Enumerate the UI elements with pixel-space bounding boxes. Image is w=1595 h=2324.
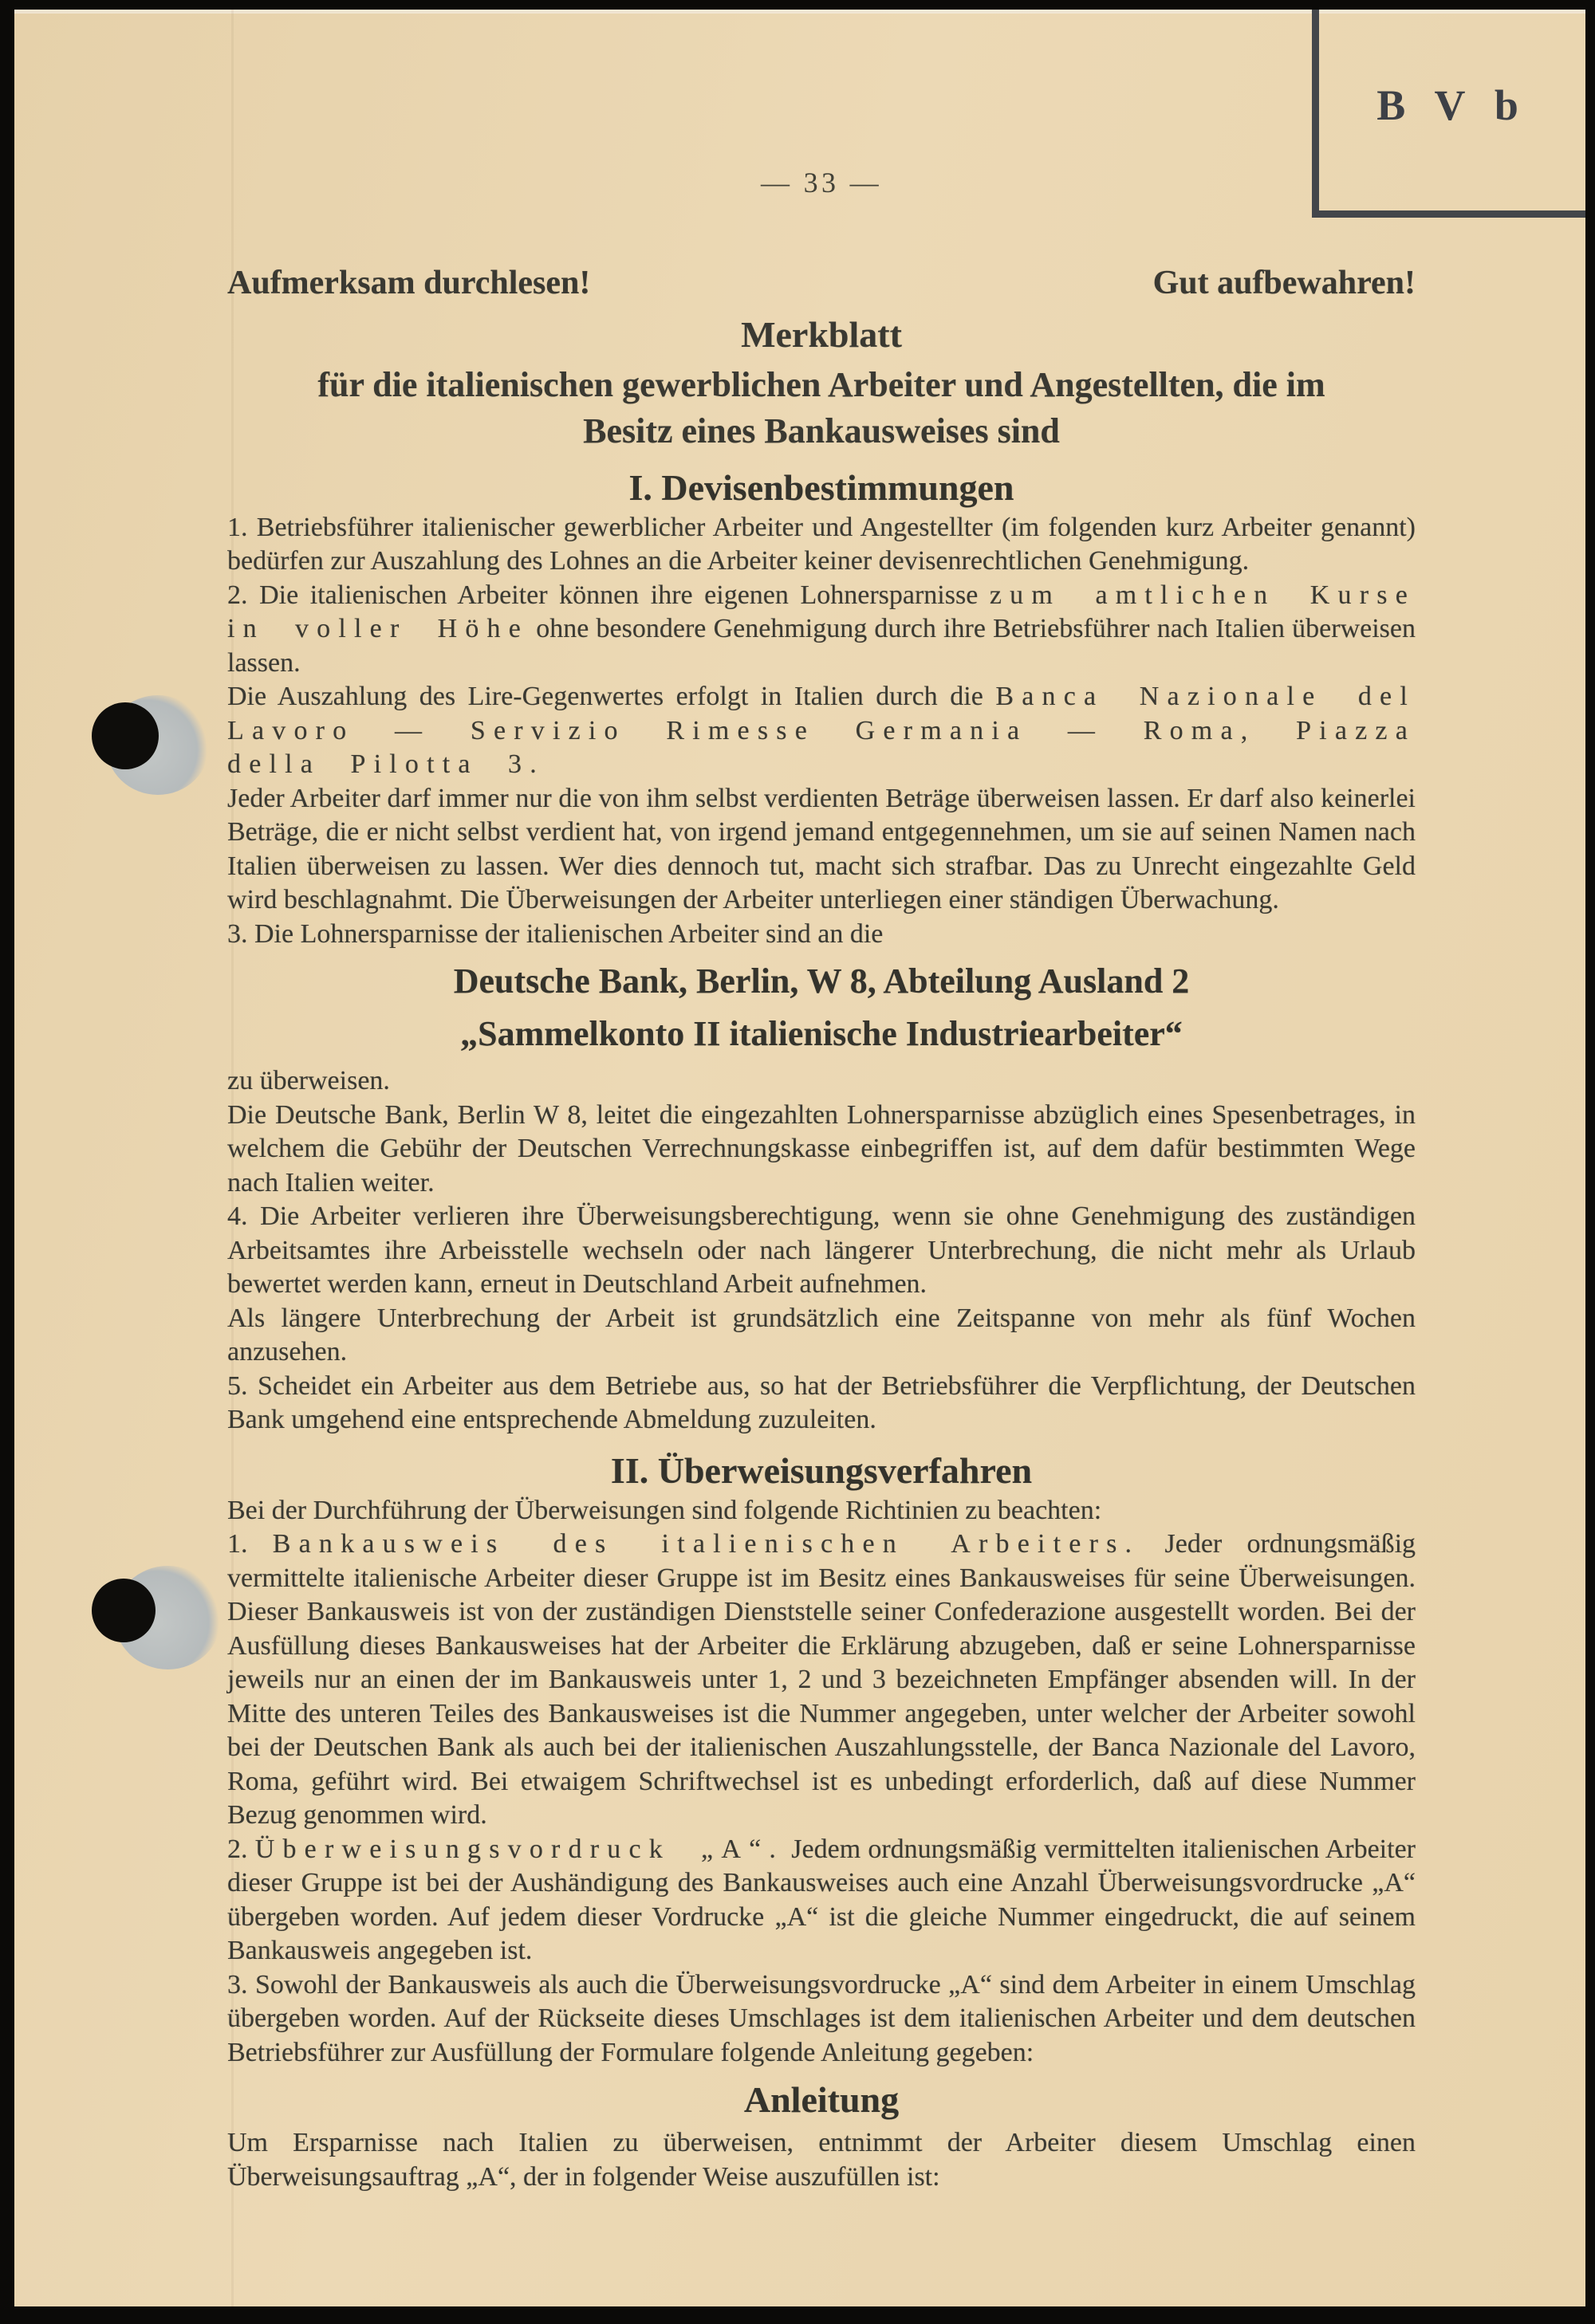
- notice-left: Aufmerksam durchlesen!: [227, 265, 591, 301]
- notice-row: [227, 263, 1416, 303]
- punch-hole-pit: [92, 1579, 156, 1642]
- text-segment: Deutsche Bank, Berlin, W 8, Abteilung Ausland 2: [453, 961, 1190, 1001]
- emphasized-spaced-text: Bankausweis des italienischen Arbeiters.: [272, 1529, 1140, 1559]
- emphasized-spaced-text: Überweisungsvordruck „A“.: [254, 1834, 785, 1864]
- document-content: [227, 263, 1416, 2194]
- paragraph: [227, 579, 1416, 681]
- doc-subtitle-line1: für die italienischen gewerblichen Arbeiter und Angestellten, die im: [317, 364, 1325, 404]
- text-segment: 2.: [227, 1834, 255, 1864]
- paragraph: [227, 1200, 1416, 1302]
- subheading: [227, 2078, 1416, 2121]
- document-page: [14, 10, 1585, 2306]
- punch-hole-top: [82, 691, 226, 819]
- text-segment: 3. Die Lohnersparnisse der italienischen Arbeiter sind an die: [227, 918, 884, 949]
- paragraph: [227, 680, 1416, 782]
- bank-line: [227, 959, 1416, 1004]
- text-segment: ohne besondere Genehmigung durch ihre Betriebsführer nach Italien überweisen lassen.: [227, 614, 1416, 678]
- notice-right: Gut aufbewahren!: [1152, 265, 1416, 301]
- paragraph: [227, 1968, 1416, 2070]
- text-segment: Jedem ordnungsmäßig vermittelten italienischen Arbeiter dieser Gruppe ist bei der Aushändigung des Bankausweises auch eine Anzahl Überweisungsvordrucke „A“ übergeben worden. Auf jedem dieser Vordrucke „A“ ist die gleiche Nummer eingedruckt, die auf seinem Bankausweis angegeben ist.: [227, 1834, 1416, 1966]
- punch-hole-pit: [92, 702, 159, 769]
- text-segment: 1. Betriebsführer italienischer gewerblicher Arbeiter und Angestellter (im folgenden kurz Arbeiter genannt) bedürfen zur Auszahlung des Lohnes an die Arbeiter keiner devisenrechtlichen Genehmigung.: [227, 512, 1416, 576]
- text-segment: Jeder ordnungsmäßig vermittelte italienische Arbeiter dieser Gruppe ist im Besitz eines Bankausweises für seine Überweisungen. Dieser Bankausweis ist von der zuständigen Dienststelle seiner Confederazione ausgestellt worden. Bei der Ausfüllung dieses Bankausweises hat der Arbeiter die Erklärung abzugeben, daß er seine Lohnersparnisse jeweils nur an einen der im Bankausweis unter 1, 2 und 3 bezeichneten Empfänger absenden will. In der Mitte des unteren Teiles des Bankausweises ist die Nummer angegeben, unter welcher der Arbeiter sowohl bei der Deutschen Bank als auch bei der italienischen Auszahlungsstelle, der Banca Nazionale del Lavoro, Roma, geführt wird. Bei etwaigem Schriftwechsel ist es unbedingt erforderlich, daß auf diese Nummer Bezug genommen wird.: [227, 1529, 1416, 1830]
- section-heading: II. Überweisungsverfahren: [610, 1449, 1033, 1491]
- bank-line: [227, 1012, 1416, 1056]
- paragraph: [227, 1302, 1416, 1370]
- text-segment: Um Ersparnisse nach Italien zu überweisen, entnimmt der Arbeiter diesem Umschlag einen Überweisungsauftrag „A“, der in folgender Weise auszufüllen ist:: [227, 2128, 1416, 2192]
- paragraph: [227, 1099, 1416, 1201]
- doc-title: Merkblatt: [741, 314, 902, 356]
- text-segment: 5. Scheidet ein Arbeiter aus dem Betriebe aus, so hat der Betriebsführer die Verpflichtung, der Deutschen Bank umgehend eine entsprechende Abmeldung zuzuleiten.: [227, 1370, 1416, 1435]
- doc-subtitle-line2: Besitz eines Bankausweises sind: [583, 411, 1060, 450]
- paragraph: [227, 1528, 1416, 1833]
- text-segment: Jeder Arbeiter darf immer nur die von ihm selbst verdienten Beträge überweisen lassen. Er darf also keinerlei Beträge, die er nicht selbst verdient hat, von irgend jemand entgegennehmen, um sie auf seinen Namen nach Italien überweisen zu lassen. Wer dies dennoch tut, macht sich strafbar. Das zu Unrecht eingezahlte Geld wird beschlagnahmt. Die Überweisungen der Arbeiter unterliegen einer ständigen Überwachung.: [227, 783, 1416, 915]
- text-segment: 1.: [227, 1529, 273, 1559]
- text-segment: zu überweisen.: [227, 1066, 390, 1096]
- text-segment: 4. Die Arbeiter verlieren ihre Überweisungsberechtigung, wenn sie ohne Genehmigung des zuständigen Arbeitsamtes ihre Arbeisstelle wechseln oder nach längerer Unterbrechung, die nicht mehr als Urlaub bewertet werden kann, erneut in Deutschland Arbeit aufnehmen.: [227, 1201, 1416, 1300]
- paragraph: [227, 2126, 1416, 2194]
- paragraph: [227, 918, 1416, 952]
- text-segment: 2. Die italienischen Arbeiter können ihre eigenen Lohnersparnisse: [227, 580, 990, 610]
- section-heading: I. Devisenbestimmungen: [628, 466, 1014, 508]
- paragraph: [227, 1064, 1416, 1099]
- text-segment: 3. Sowohl der Bankausweis als auch die Überweisungsvordrucke „A“ sind dem Arbeiter in einem Umschlag übergeben worden. Auf der Rückseite dieses Umschlages ist dem italienischen Arbeiter und dem deutschen Betriebsführer zur Ausfüllung der Formulare folgende Anleitung gegeben:: [227, 1969, 1416, 2067]
- text-segment: Als längere Unterbrechung der Arbeit ist grundsätzlich eine Zeitspanne von mehr als fünf Wochen anzusehen.: [227, 1303, 1416, 1367]
- text-segment: Die Auszahlung des Lire-Gegenwertes erfolgt in Italien durch die: [227, 682, 996, 712]
- paragraph: [227, 782, 1416, 918]
- text-segment: Die Deutsche Bank, Berlin W 8, leitet die eingezahlten Lohnersparnisse abzüglich eines Spesenbetrages, in welchem die Gebühr der Deutschen Verrechnungskasse einbegriffen ist, auf dem dafür bestimmten Wege nach Italien weiter.: [227, 1099, 1416, 1197]
- emphasized-spaced-text: zum amtlichen Kurse in voller Höhe: [227, 580, 1416, 644]
- emphasized-spaced-text: Banca Nazionale del Lavoro — Servizio Rimesse Germania — Roma, Piazza della Pilotta 3.: [227, 682, 1416, 780]
- punch-hole-bottom: [82, 1564, 234, 1700]
- doc-subtitle: [227, 362, 1416, 454]
- document-sections: [227, 466, 1416, 2195]
- paragraph: [227, 1370, 1416, 1437]
- text-segment: „Sammelkonto II italienische Industriearbeiter“: [460, 1014, 1183, 1054]
- classification-label: B V b: [1376, 81, 1528, 129]
- text-segment: Bei der Durchführung der Überweisungen sind folgende Richtinien zu beachten:: [227, 1495, 1102, 1525]
- text-segment: Anleitung: [743, 2079, 900, 2121]
- paragraph: [227, 1833, 1416, 1968]
- paragraph: [227, 1494, 1416, 1528]
- paragraph: [227, 511, 1416, 579]
- page-number: — 33 —: [761, 167, 882, 199]
